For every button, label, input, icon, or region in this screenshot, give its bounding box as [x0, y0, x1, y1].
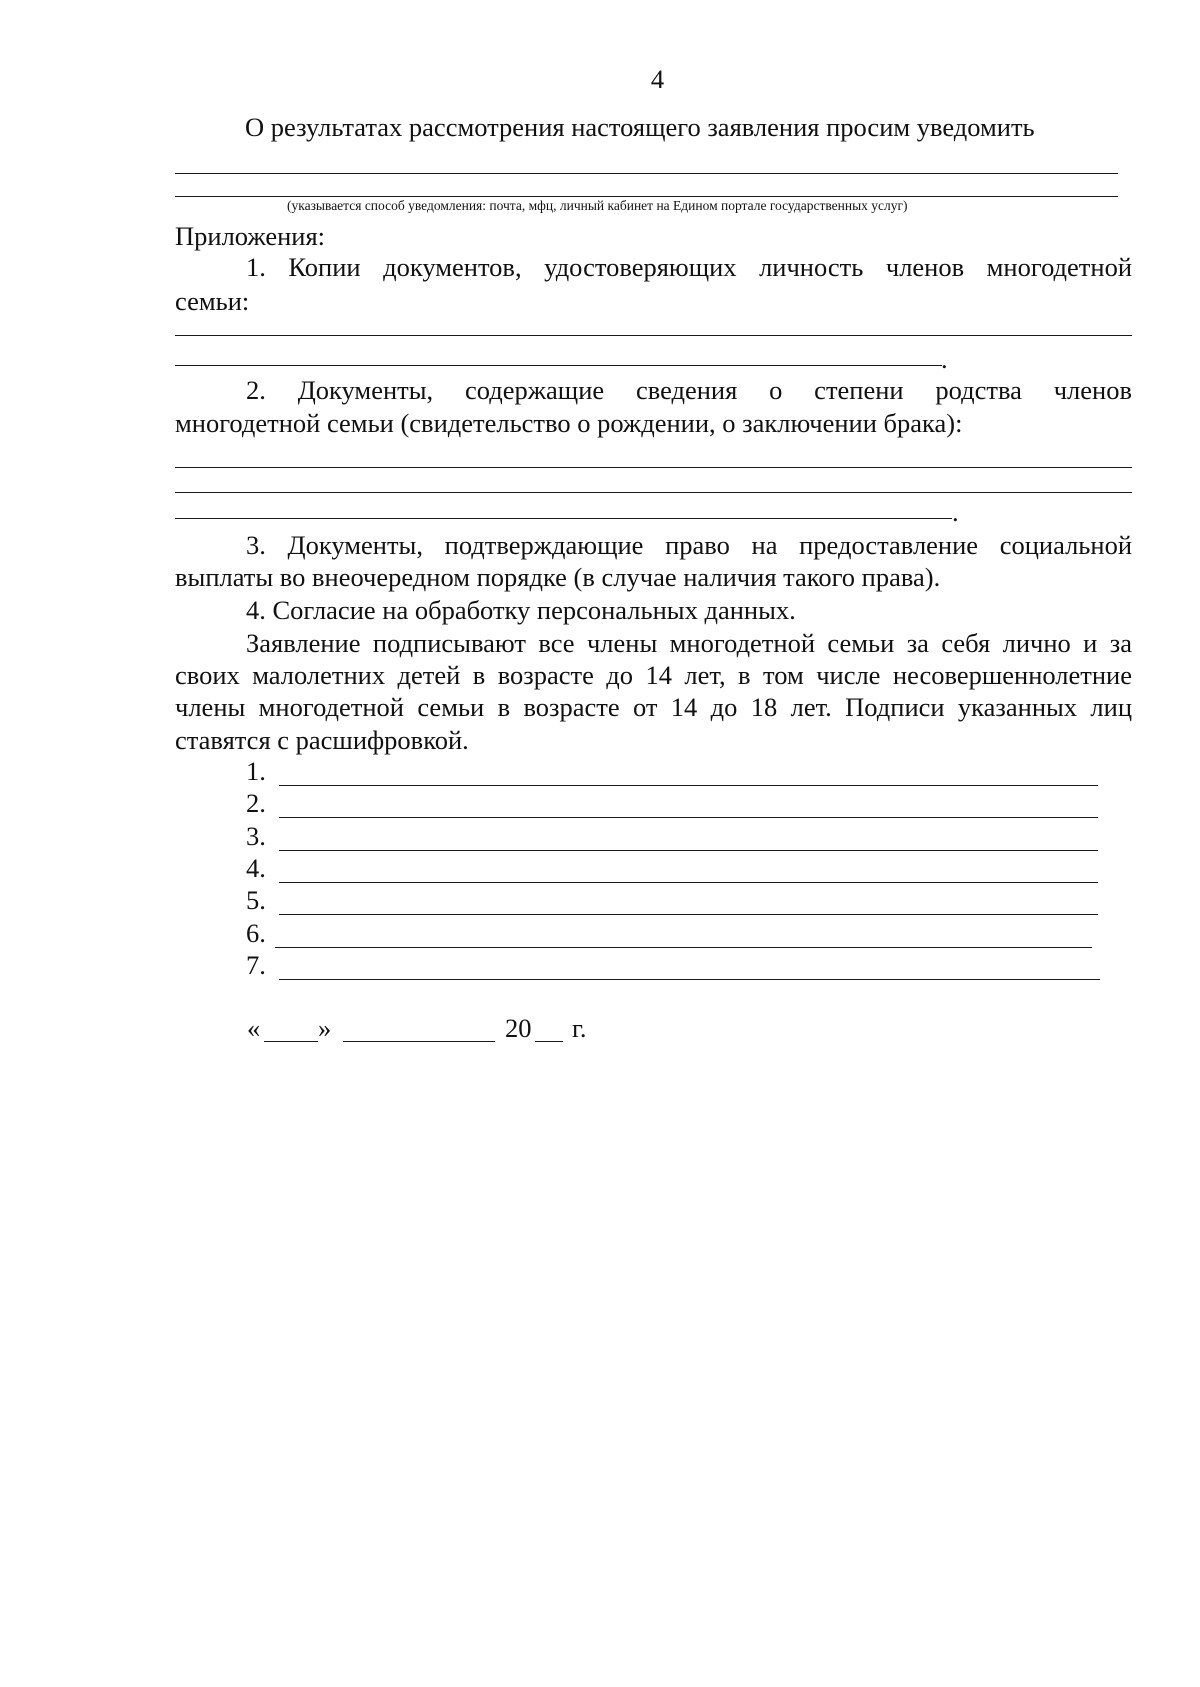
item2-line1: 2. Документы, содержащие сведения о степени родства членов	[246, 375, 1132, 405]
item1-line2: семьи:	[175, 286, 250, 316]
signature-line[interactable]	[279, 817, 1098, 818]
item2-field-line-1[interactable]	[175, 467, 1132, 468]
signature-number: 5.	[246, 885, 266, 915]
statement-line4: ставятся с расшифровкой.	[175, 725, 469, 755]
date-month-field[interactable]	[343, 1041, 495, 1042]
signature-number: 2.	[246, 788, 266, 818]
date-year-suffix: г.	[572, 1013, 587, 1043]
signature-line[interactable]	[279, 882, 1098, 883]
date-close-quote: »	[318, 1013, 332, 1043]
item1-line1: 1. Копии документов, удостоверяющих личность членов многодетной	[246, 252, 1132, 282]
item2-field-line-3[interactable]	[175, 518, 952, 519]
signature-number: 3.	[246, 821, 266, 851]
item1-period: .	[941, 344, 948, 374]
notify-field-line-1[interactable]	[175, 173, 1118, 174]
attachments-title: Приложения:	[175, 221, 326, 251]
item3-line1: 3. Документы, подтверждающие право на предоставление социальной	[246, 530, 1132, 560]
signature-line[interactable]	[275, 947, 1092, 948]
notify-field-line-2[interactable]	[175, 196, 1118, 197]
signature-line[interactable]	[279, 979, 1100, 980]
signature-line[interactable]	[279, 785, 1098, 786]
signature-number: 6.	[246, 918, 266, 948]
notify-hint: (указывается способ уведомления: почта, мфц, личный кабинет на Едином портале государственных услуг)	[287, 198, 908, 213]
item2-field-line-2[interactable]	[175, 492, 1132, 493]
item2-period: .	[952, 497, 959, 527]
statement-line3: члены многодетной семьи в возрасте от 14 до 18 лет. Подписи указанных лиц	[175, 692, 1132, 722]
date-day-field[interactable]	[264, 1041, 318, 1042]
item4-text: 4. Согласие на обработку персональных данных.	[246, 595, 796, 625]
item1-field-line-2[interactable]	[175, 365, 942, 366]
date-year-field[interactable]	[535, 1041, 563, 1042]
statement-line2: своих малолетних детей в возрасте до 14 лет, в том числе несовершеннолетние	[175, 660, 1132, 690]
item2-line2: многодетной семьи (свидетельство о рождении, о заключении брака):	[175, 408, 963, 438]
statement-line1: Заявление подписывают все члены многодетной семьи за себя лично и за	[246, 628, 1132, 658]
signature-number: 4.	[246, 853, 266, 883]
item3-line2: выплаты во внеочередном порядке (в случае наличия такого права).	[175, 562, 941, 592]
item1-field-line-1[interactable]	[175, 335, 1132, 336]
date-year-prefix: 20	[505, 1013, 532, 1043]
signature-line[interactable]	[279, 850, 1098, 851]
signature-number: 1.	[246, 756, 266, 786]
signature-line[interactable]	[279, 914, 1098, 915]
signature-number: 7.	[246, 950, 266, 980]
page-number: 4	[650, 64, 665, 94]
notify-text: О результатах рассмотрения настоящего заявления просим уведомить	[245, 112, 1035, 142]
date-open-quote: «	[247, 1013, 261, 1043]
